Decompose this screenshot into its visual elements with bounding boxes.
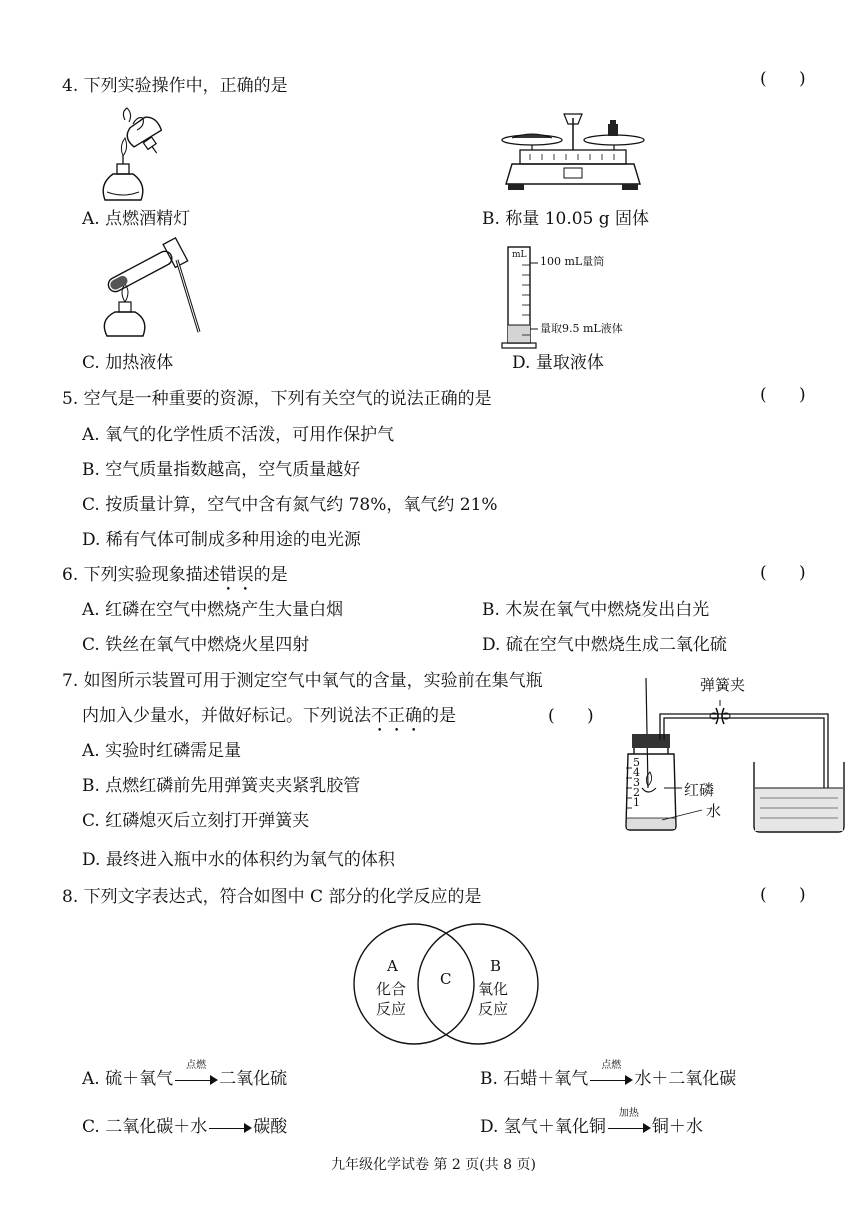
bottle-mark-1: 1: [633, 796, 640, 809]
q4b-balance-figure: [498, 110, 648, 200]
q6-option-b: B. 木炭在氧气中燃烧发出白光: [482, 600, 710, 620]
cylinder-unit-label: mL: [512, 250, 527, 260]
cylinder-volume-label: 量取9.5 mL液体: [540, 322, 623, 335]
q5-option-d: D. 稀有气体可制成多种用途的电光源: [82, 530, 361, 550]
venn-label-b-line1: 氧化: [478, 980, 509, 998]
q4a-lighting-lamp-figure: [95, 112, 195, 204]
q6-stem: 6. 下列实验现象描述错误的是: [62, 565, 288, 585]
reaction-arrow: [207, 1116, 253, 1138]
venn-label-b: B: [490, 957, 502, 975]
reaction-arrow: 点燃: [173, 1068, 219, 1090]
q6-answer-bracket: ( ): [760, 563, 806, 583]
q8-option-d: D. 氢气＋氧化铜 加热 铜＋水: [480, 1108, 703, 1137]
q5-option-a: A. 氧气的化学性质不活泼，可用作保护气: [82, 425, 395, 445]
q5-stem: 5. 空气是一种重要的资源，下列有关空气的说法正确的是: [62, 389, 492, 409]
q7-option-b: B. 点燃红磷前先用弹簧夹夹紧乳胶管: [82, 776, 361, 796]
q7-stem-line1: 7. 如图所示装置可用于测定空气中氧气的含量，实验前在集气瓶: [62, 671, 543, 691]
q6-option-d: D. 硫在空气中燃烧生成二氧化硫: [482, 635, 727, 655]
q4-option-b: B. 称量 10.05 g 固体: [482, 209, 650, 229]
q8-option-b: B. 石蜡＋氧气 点燃 水＋二氧化碳: [480, 1060, 737, 1089]
q6-emphasis: 错误: [219, 565, 254, 585]
label-spring-clip: 弹簧夹: [700, 676, 746, 694]
q4-stem: 4. 下列实验操作中，正确的是: [62, 76, 288, 96]
q8-answer-bracket: ( ): [760, 885, 806, 905]
q7-stem-line2: 内加入少量水，并做好标记。下列说法不正确的是: [82, 706, 456, 726]
q5-option-c: C. 按质量计算，空气中含有氮气约 78%，氧气约 21%: [82, 495, 498, 515]
page-footer: 九年级化学试卷 第 2 页(共 8 页): [331, 1157, 536, 1173]
venn-label-c: C: [440, 970, 452, 988]
q8-stem: 8. 下列文字表达式，符合如图中 C 部分的化学反应的是: [62, 887, 482, 907]
venn-label-b-line2: 反应: [478, 1000, 509, 1018]
label-red-phosphorus: 红磷: [684, 781, 715, 799]
bottle-mark-5: 5: [633, 756, 640, 769]
q7-option-c: C. 红磷熄灭后立刻打开弹簧夹: [82, 811, 310, 831]
venn-label-a-line1: 化合: [376, 980, 407, 998]
q6-option-c: C. 铁丝在氧气中燃烧火星四射: [82, 635, 310, 655]
q4c-heating-liquid-figure: [95, 240, 205, 340]
cylinder-capacity-label: 100 mL量筒: [540, 255, 605, 268]
bottle-mark-2: 2: [633, 786, 640, 799]
q4-option-d: D. 量取液体: [512, 353, 604, 373]
bottle-mark-3: 3: [633, 776, 640, 789]
q8-option-c: C. 二氧化碳＋水 碳酸: [82, 1117, 288, 1137]
reaction-arrow: 加热: [606, 1116, 652, 1138]
q5-answer-bracket: ( ): [760, 385, 806, 405]
bottle-mark-4: 4: [633, 766, 640, 779]
q4-answer-bracket: ( ): [760, 69, 806, 89]
q6-option-a: A. 红磷在空气中燃烧产生大量白烟: [82, 600, 344, 620]
q4-option-c: C. 加热液体: [82, 353, 174, 373]
q7-option-a: A. 实验时红磷需足量: [82, 741, 242, 761]
reaction-arrow: 点燃: [588, 1068, 634, 1090]
q5-option-b: B. 空气质量指数越高，空气质量越好: [82, 460, 361, 480]
q7-emphasis: 不正确: [371, 706, 422, 726]
q4-option-a: A. 点燃酒精灯: [82, 209, 191, 229]
venn-label-a-line2: 反应: [376, 1000, 407, 1018]
venn-label-a: A: [387, 957, 398, 975]
label-water: 水: [706, 802, 722, 820]
q7-answer-bracket: ( ): [548, 706, 594, 726]
q7-option-d: D. 最终进入瓶中水的体积约为氧气的体积: [82, 850, 395, 870]
q8-option-a: A. 硫＋氧气 点燃 二氧化硫: [82, 1060, 288, 1089]
